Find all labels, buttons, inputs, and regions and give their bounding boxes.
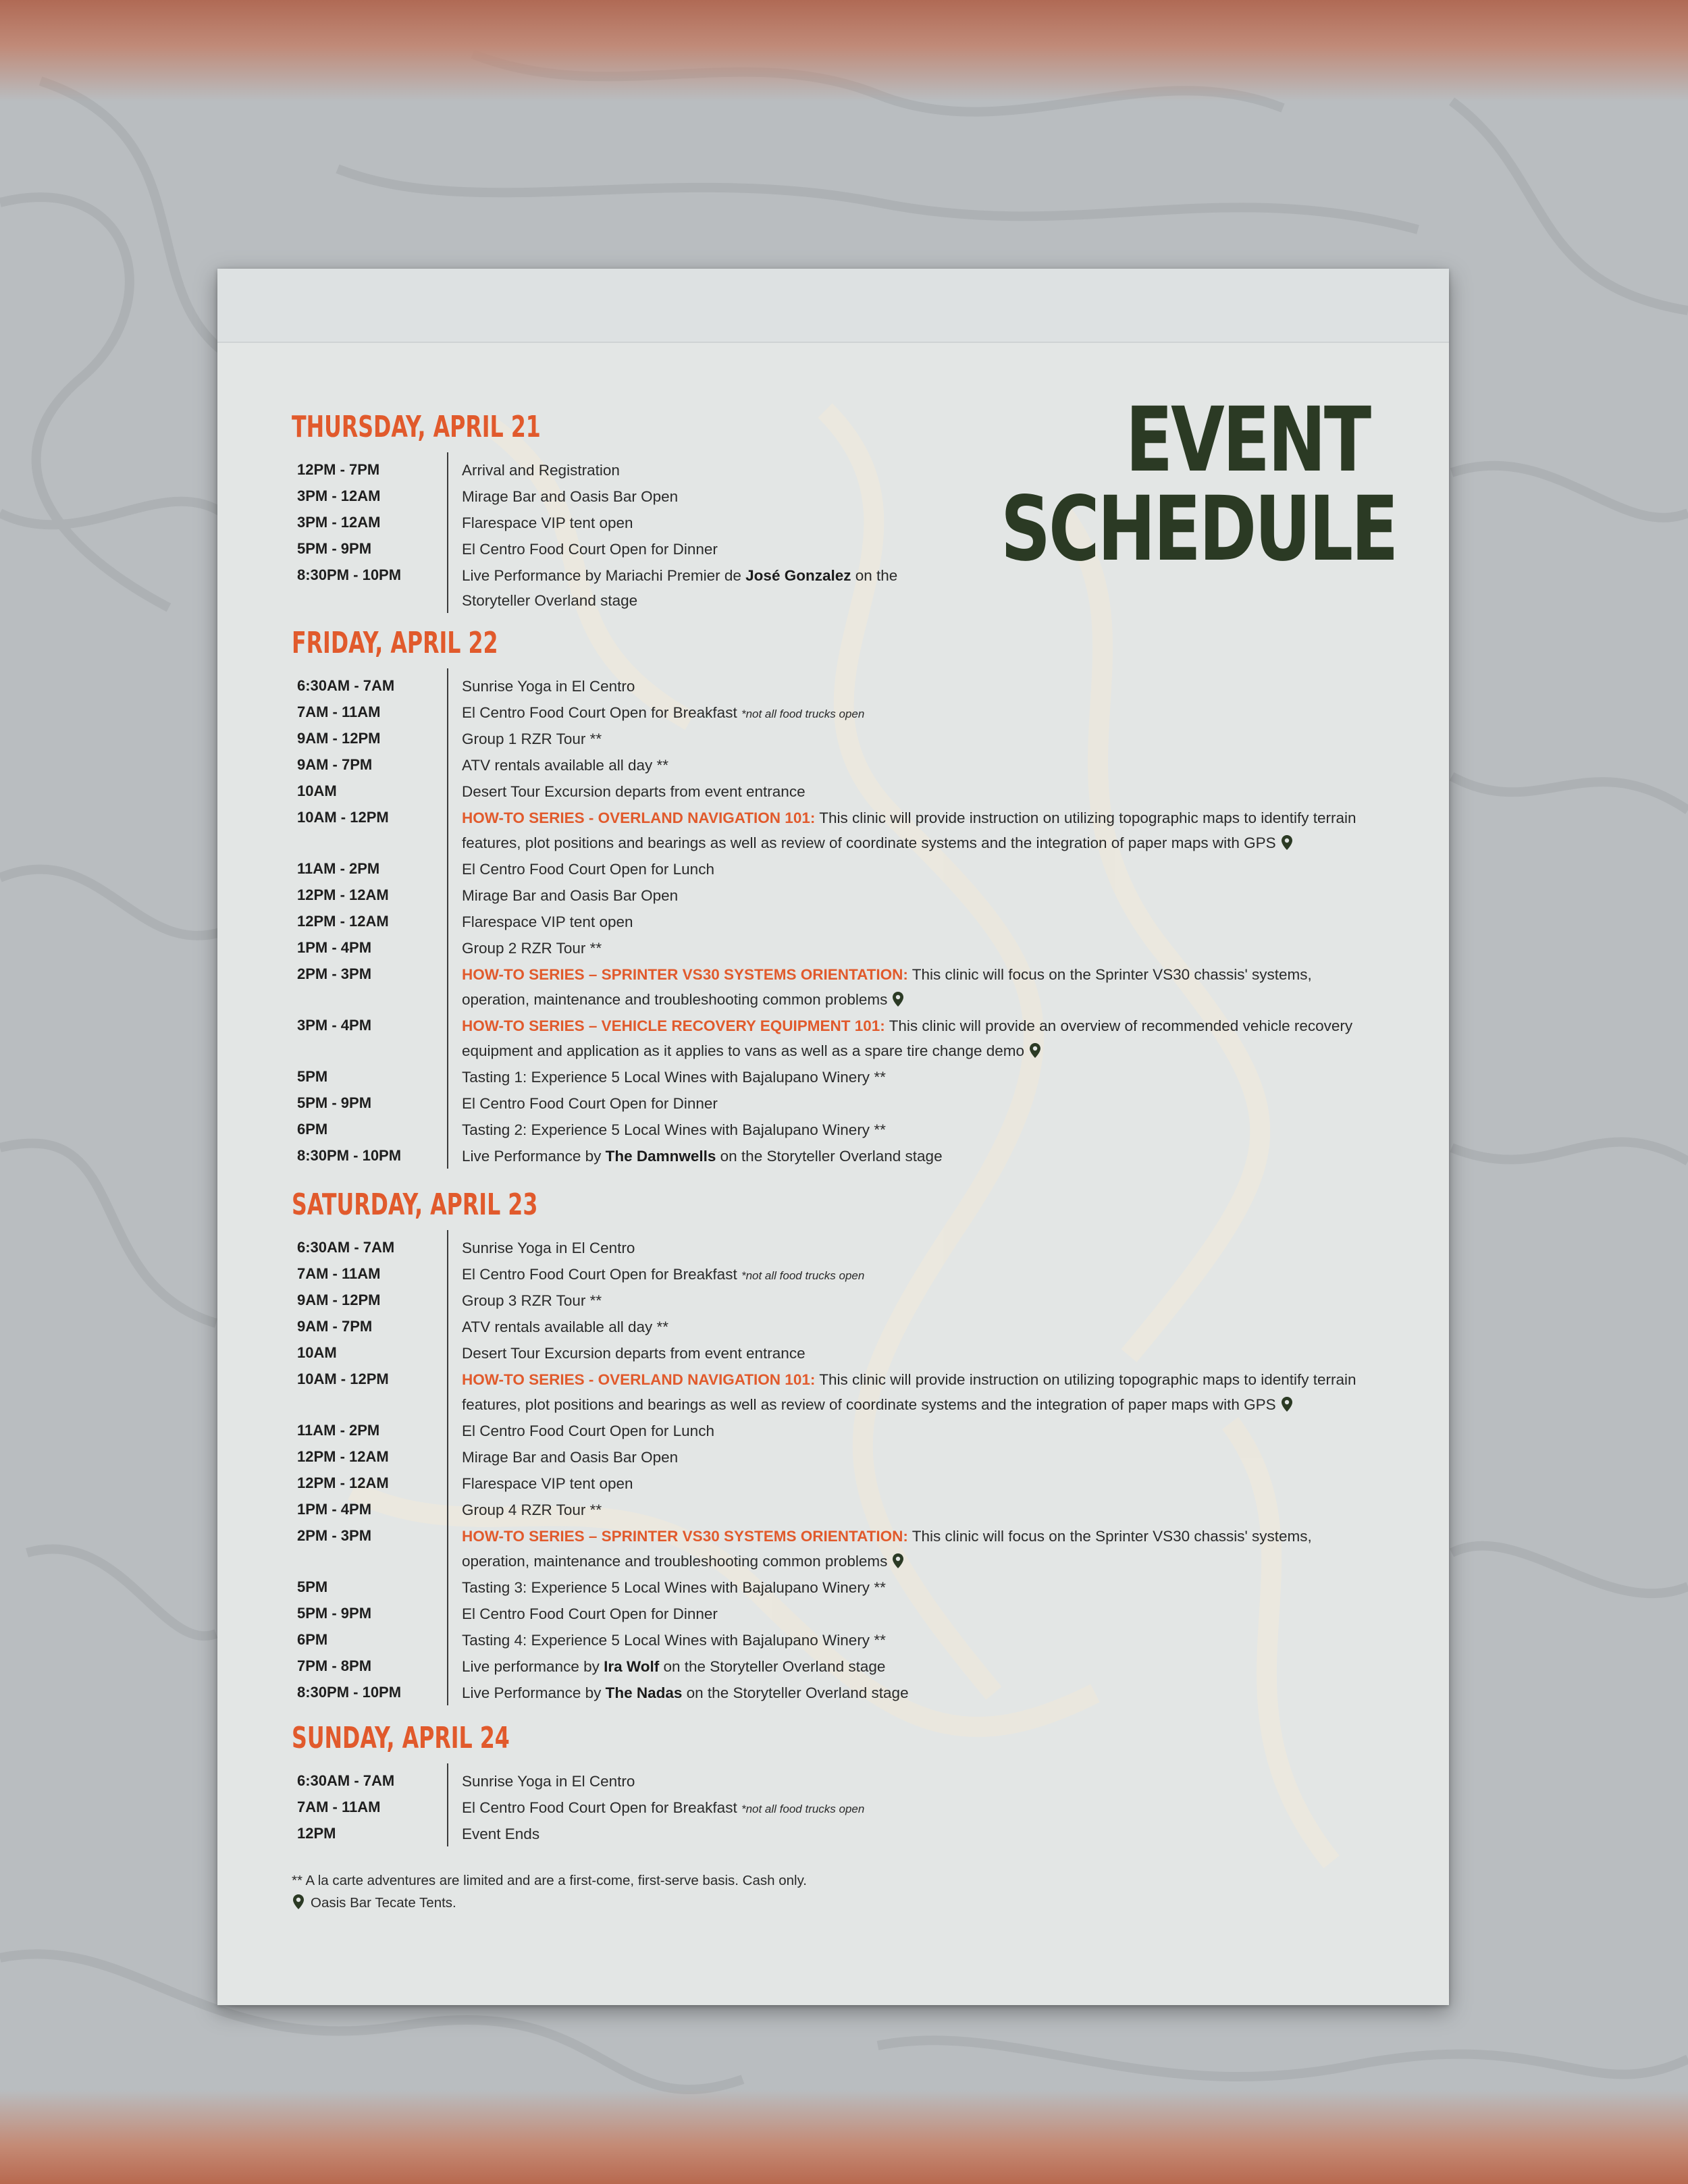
- description-text: Flarespace VIP tent open: [462, 1475, 633, 1492]
- description-text: Event Ends: [462, 1826, 540, 1842]
- schedule-description: [462, 805, 1363, 855]
- performer-name: The Damnwells: [605, 1148, 716, 1165]
- schedule-description: [462, 1497, 1363, 1522]
- description-text: Desert Tour Excursion departs from event entrance: [462, 783, 806, 800]
- schedule-time: 5PM - 9PM: [297, 540, 372, 557]
- schedule-description: [462, 857, 1363, 882]
- description-text: ATV rentals available all day **: [462, 1319, 668, 1335]
- schedule-description: [462, 1575, 1363, 1600]
- day-heading: THURSDAY, APRIL 21: [292, 410, 541, 444]
- description-text: Live Performance by: [462, 1148, 606, 1165]
- schedule-description: [462, 1628, 1363, 1653]
- schedule-description: [462, 936, 1363, 961]
- schedule-time: 8:30PM - 10PM: [297, 1147, 402, 1164]
- schedule-time: 9AM - 12PM: [297, 1291, 381, 1308]
- session-title: HOW-TO SERIES – VEHICLE RECOVERY EQUIPMENT 101:: [462, 1017, 885, 1034]
- description-text: Tasting 2: Experience 5 Local Wines with Bajalupano Winery **: [462, 1121, 886, 1138]
- description-text: Flarespace VIP tent open: [462, 913, 633, 930]
- footnote-pin-legend: [292, 1892, 456, 1914]
- day-divider-line: [447, 668, 448, 1169]
- description-text: This clinic will focus on the Sprinter VS30 chassis' systems, operation, maintenance and troubleshooting common problems: [462, 966, 1312, 1008]
- schedule-time: 3PM - 4PM: [297, 1017, 372, 1034]
- description-text: This clinic will provide an overview of recommended vehicle recovery equipment and application as it applies to vans as well as a spare tire change demo: [462, 1017, 1353, 1059]
- schedule-description: [462, 484, 1363, 509]
- day-heading: FRIDAY, APRIL 22: [292, 626, 498, 660]
- schedule-description: [462, 674, 1363, 699]
- schedule-time: 9AM - 7PM: [297, 756, 373, 773]
- description-text: This clinic will provide instruction on utilizing topographic maps to identify terrain features, plot positions and bearings as well as review of coordinate systems and the integration of paper maps with GPS: [462, 809, 1356, 851]
- schedule-time: 7AM - 11AM: [297, 1265, 381, 1282]
- schedule-description: [462, 563, 1363, 613]
- schedule-description: [462, 962, 1363, 1012]
- session-title: HOW-TO SERIES - OVERLAND NAVIGATION 101:: [462, 809, 816, 826]
- schedule-time: 12PM - 12AM: [297, 886, 389, 903]
- footnote-note: *not all food trucks open: [741, 708, 865, 720]
- schedule-time: 12PM - 12AM: [297, 1474, 389, 1491]
- top-color-band: [0, 0, 1688, 101]
- schedule-time: 7AM - 11AM: [297, 1799, 381, 1815]
- description-text: Live Performance by Mariachi Premier de: [462, 567, 746, 584]
- schedule-time: 6PM: [297, 1121, 328, 1138]
- schedule-time: 7AM - 11AM: [297, 703, 381, 720]
- schedule-description: [462, 1367, 1363, 1417]
- schedule-description: [462, 1065, 1363, 1090]
- description-text: Live Performance by: [462, 1684, 606, 1701]
- schedule-description: [462, 753, 1363, 778]
- performer-name: Ira Wolf: [604, 1658, 660, 1675]
- schedule-description: [462, 700, 1363, 726]
- map-pin-icon: [891, 1553, 905, 1569]
- description-text: Live performance by: [462, 1658, 604, 1675]
- schedule-description: [462, 537, 1363, 562]
- schedule-time: 2PM - 3PM: [297, 1527, 372, 1544]
- day-heading: SUNDAY, APRIL 24: [292, 1721, 510, 1755]
- schedule-description: [462, 1524, 1363, 1574]
- schedule-description: [462, 1144, 1363, 1169]
- title-line-1: EVENT: [1125, 388, 1369, 492]
- schedule-time: 12PM - 12AM: [297, 1448, 389, 1465]
- schedule-description: [462, 779, 1363, 804]
- schedule-time: 9AM - 12PM: [297, 730, 381, 747]
- day-heading: SATURDAY, APRIL 23: [292, 1188, 538, 1222]
- schedule-time: 6:30AM - 7AM: [297, 677, 395, 694]
- day-divider-line: [447, 452, 448, 613]
- description-text: This clinic will provide instruction on utilizing topographic maps to identify terrain features, plot positions and bearings as well as review of coordinate systems and the integration of paper maps with GPS: [462, 1371, 1356, 1413]
- description-text: Sunrise Yoga in El Centro: [462, 1773, 635, 1790]
- schedule-time: 10AM: [297, 1344, 337, 1361]
- schedule-description: [462, 1418, 1363, 1443]
- description-text: Tasting 3: Experience 5 Local Wines with Bajalupano Winery **: [462, 1579, 886, 1596]
- description-text: on the: [851, 567, 898, 584]
- schedule-time: 10AM - 12PM: [297, 809, 389, 826]
- schedule-sheet: [217, 269, 1449, 2005]
- description-text: El Centro Food Court Open for Lunch: [462, 861, 714, 878]
- schedule-time: 8:30PM - 10PM: [297, 566, 402, 583]
- schedule-description: [462, 909, 1363, 934]
- schedule-description: [462, 1821, 1363, 1846]
- schedule-description: [462, 1601, 1363, 1626]
- schedule-description: [462, 1314, 1363, 1339]
- day-divider-line: [447, 1230, 448, 1705]
- schedule-time: 9AM - 7PM: [297, 1318, 373, 1335]
- schedule-time: 8:30PM - 10PM: [297, 1684, 402, 1701]
- description-text: Storyteller Overland stage: [462, 592, 638, 609]
- schedule-description: [462, 1013, 1363, 1063]
- day-divider-line: [447, 1763, 448, 1846]
- footnote-asterisk: ** A la carte adventures are limited and are a first-come, first-serve basis. Cash only.: [292, 1873, 808, 1888]
- schedule-description: [462, 458, 1363, 483]
- schedule-time: 5PM: [297, 1578, 328, 1595]
- schedule-description: [462, 1769, 1363, 1794]
- map-pin-icon: [891, 991, 905, 1007]
- description-text: El Centro Food Court Open for Dinner: [462, 541, 718, 558]
- description-text: Tasting 1: Experience 5 Local Wines with Bajalupano Winery **: [462, 1069, 886, 1086]
- schedule-description: [462, 1091, 1363, 1116]
- map-pin-icon: [1280, 834, 1294, 851]
- schedule-time: 6PM: [297, 1631, 328, 1648]
- description-text: El Centro Food Court Open for Breakfast: [462, 704, 741, 721]
- map-pin-icon: [1028, 1042, 1042, 1059]
- session-title: HOW-TO SERIES – SPRINTER VS30 SYSTEMS ORIENTATION:: [462, 966, 908, 983]
- title-line-2: SCHEDULE: [1001, 477, 1397, 581]
- description-text: Group 3 RZR Tour **: [462, 1292, 602, 1309]
- session-title: HOW-TO SERIES - OVERLAND NAVIGATION 101:: [462, 1371, 816, 1388]
- schedule-description: [462, 883, 1363, 908]
- schedule-time: 10AM - 12PM: [297, 1370, 389, 1387]
- schedule-description: [462, 1262, 1363, 1288]
- description-text: Tasting 4: Experience 5 Local Wines with Bajalupano Winery **: [462, 1632, 886, 1649]
- schedule-time: 1PM - 4PM: [297, 1501, 372, 1518]
- schedule-time: 10AM: [297, 782, 337, 799]
- schedule-time: 12PM - 7PM: [297, 461, 380, 478]
- description-text: Mirage Bar and Oasis Bar Open: [462, 488, 679, 505]
- schedule-time: 7PM - 8PM: [297, 1657, 372, 1674]
- performer-name: José Gonzalez: [745, 567, 851, 584]
- description-text: Mirage Bar and Oasis Bar Open: [462, 887, 679, 904]
- pin-legend-text: Oasis Bar Tecate Tents.: [311, 1895, 456, 1911]
- footnote-note: *not all food trucks open: [741, 1269, 865, 1282]
- description-text: Group 4 RZR Tour **: [462, 1501, 602, 1518]
- schedule-time: 5PM - 9PM: [297, 1094, 372, 1111]
- description-text: Group 2 RZR Tour **: [462, 940, 602, 957]
- schedule-time: 12PM - 12AM: [297, 913, 389, 930]
- schedule-time: 3PM - 12AM: [297, 487, 381, 504]
- schedule-time: 2PM - 3PM: [297, 965, 372, 982]
- description-text: Group 1 RZR Tour **: [462, 730, 602, 747]
- description-text: El Centro Food Court Open for Breakfast: [462, 1266, 741, 1283]
- schedule-description: [462, 1445, 1363, 1470]
- schedule-description: [462, 1795, 1363, 1821]
- schedule-time: 3PM - 12AM: [297, 514, 381, 531]
- description-text: Sunrise Yoga in El Centro: [462, 1240, 635, 1256]
- session-title: HOW-TO SERIES – SPRINTER VS30 SYSTEMS ORIENTATION:: [462, 1528, 908, 1545]
- performer-name: The Nadas: [605, 1684, 683, 1701]
- schedule-description: [462, 1288, 1363, 1313]
- schedule-time: 6:30AM - 7AM: [297, 1772, 395, 1789]
- map-pin-icon: [292, 1894, 305, 1910]
- description-text: El Centro Food Court Open for Lunch: [462, 1422, 714, 1439]
- schedule-time: 11AM - 2PM: [297, 1422, 380, 1439]
- schedule-description: [462, 510, 1363, 535]
- description-text: This clinic will focus on the Sprinter VS30 chassis' systems, operation, maintenance and troubleshooting common problems: [462, 1528, 1312, 1570]
- description-text: Sunrise Yoga in El Centro: [462, 678, 635, 695]
- schedule-time: 5PM: [297, 1068, 328, 1085]
- schedule-description: [462, 1117, 1363, 1142]
- description-text: on the Storyteller Overland stage: [716, 1148, 943, 1165]
- map-pin-icon: [1280, 1396, 1294, 1412]
- schedule-description: [462, 1471, 1363, 1496]
- schedule-description: [462, 1341, 1363, 1366]
- description-text: Flarespace VIP tent open: [462, 514, 633, 531]
- schedule-description: [462, 726, 1363, 751]
- description-text: on the Storyteller Overland stage: [682, 1684, 909, 1701]
- description-text: Desert Tour Excursion departs from event entrance: [462, 1345, 806, 1362]
- schedule-time: 6:30AM - 7AM: [297, 1239, 395, 1256]
- schedule-description: [462, 1235, 1363, 1260]
- schedule-time: 12PM: [297, 1825, 336, 1842]
- description-text: El Centro Food Court Open for Dinner: [462, 1605, 718, 1622]
- schedule-description: [462, 1654, 1363, 1679]
- footnote-note: *not all food trucks open: [741, 1803, 865, 1815]
- bottom-color-band: [0, 2089, 1688, 2184]
- schedule-time: 1PM - 4PM: [297, 939, 372, 956]
- description-text: El Centro Food Court Open for Breakfast: [462, 1799, 741, 1816]
- description-text: on the Storyteller Overland stage: [659, 1658, 886, 1675]
- description-text: ATV rentals available all day **: [462, 757, 668, 774]
- schedule-time: 11AM - 2PM: [297, 860, 380, 877]
- schedule-time: 5PM - 9PM: [297, 1605, 372, 1622]
- description-text: Mirage Bar and Oasis Bar Open: [462, 1449, 679, 1466]
- description-text: Arrival and Registration: [462, 462, 620, 479]
- schedule-description: [462, 1680, 1363, 1705]
- description-text: El Centro Food Court Open for Dinner: [462, 1095, 718, 1112]
